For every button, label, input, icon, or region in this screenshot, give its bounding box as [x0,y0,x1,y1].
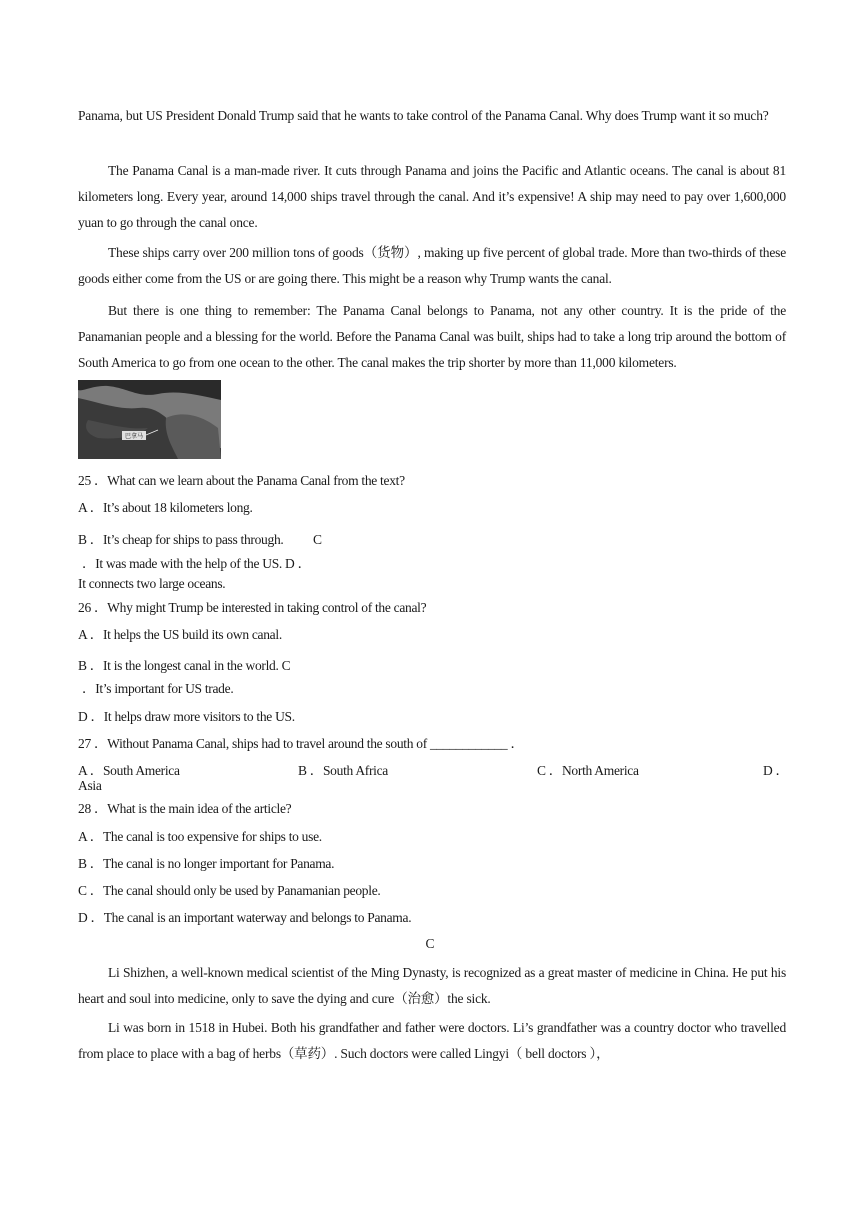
question-26-stem: 26 ．Why might Trump be interested in taking control of the canal? [78,600,427,615]
map-label: 巴拿马 [124,433,144,440]
question-26-option-b: B ．It is the longest canal in the world. C [78,658,291,673]
question-27-stem: 27 ．Without Panama Canal, ships had to travel around the south of ____________ ． [78,736,524,751]
question-28-option-d: D ．The canal is an important waterway and belongs to Panama. [78,910,412,925]
passage-b-paragraph-1: The Panama Canal is a man-made river. It cuts through Panama and joins the Pacific and Atlantic oceans. The canal is about 81 kilometers long. Every year, around 14,000 ships travel through the canal. And it’s expensive! A ship may need to pay over 1,600,000 yuan to go through the canal once. [78,163,786,230]
question-28-option-a: A ．The canal is too expensive for ships to use. [78,829,322,844]
passage-b-paragraph-3: But there is one thing to remember: The Panama Canal belongs to Panama, not any other country. It is the pride of the Panamanian people and a blessing for the world. Before the Panama Canal was built, ships had to take a long trip around the bottom of South America to go from one ocean to the other. The canal makes the trip shorter by more than 11,000 kilometers. [78,303,786,370]
passage-b-paragraph-0: Panama, but US President Donald Trump said that he wants to take control of the Panama Canal. Why does Trump want it so much? [78,108,769,123]
question-25-option-d: It connects two large oceans. [78,576,226,591]
question-25-option-c-letter: C [313,532,322,547]
question-28-option-b: B ．The canal is no longer important for Panama. [78,856,335,871]
question-28-option-c: C ．The canal should only be used by Panamanian people. [78,883,381,898]
passage-c-paragraph-1: Li Shizhen, a well-known medical scientist of the Ming Dynasty, is recognized as a great master of medicine in China. He put his heart and soul into medicine, only to save the dying and cure（治愈）the sick. [78,965,786,1006]
question-27-option-d-letter: D ． [763,763,789,778]
question-28-stem: 28 ．What is the main idea of the article? [78,801,292,816]
question-27-option-b: B ．South Africa [298,763,388,778]
passage-c-paragraph-2: Li was born in 1518 in Hubei. Both his grandfather and father were doctors. Li’s grandfather was a country doctor who travelled from place to place with a bag of herbs（草药）. Such doctors were called Lingyi（ bell doctors ）， [78,1020,786,1061]
question-25-option-c: ．It was made with the help of the US. D ． [82,556,311,571]
question-26-option-d: D ．It helps draw more visitors to the US. [78,709,295,724]
question-27-option-d: Asia [78,778,102,793]
question-25-option-b: B ．It’s cheap for ships to pass through. [78,532,284,547]
question-27-option-a: A ．South America [78,763,180,778]
question-27-option-c: C ．North America [537,763,639,778]
question-25-option-a: A ．It’s about 18 kilometers long. [78,500,253,515]
panama-map-image [78,380,221,459]
question-25-stem: 25 ．What can we learn about the Panama Canal from the text? [78,473,405,488]
passage-b-paragraph-2: These ships carry over 200 million tons of goods（货物）, making up five percent of global trade. More than two-thirds of these goods either come from the US or are going there. This might be a reason why Trump wants the canal. [78,245,786,286]
question-26-option-a: A ．It helps the US build its own canal. [78,627,282,642]
passage-c-heading: C [425,936,435,951]
question-26-option-c: ．It’s important for US trade. [82,681,234,696]
